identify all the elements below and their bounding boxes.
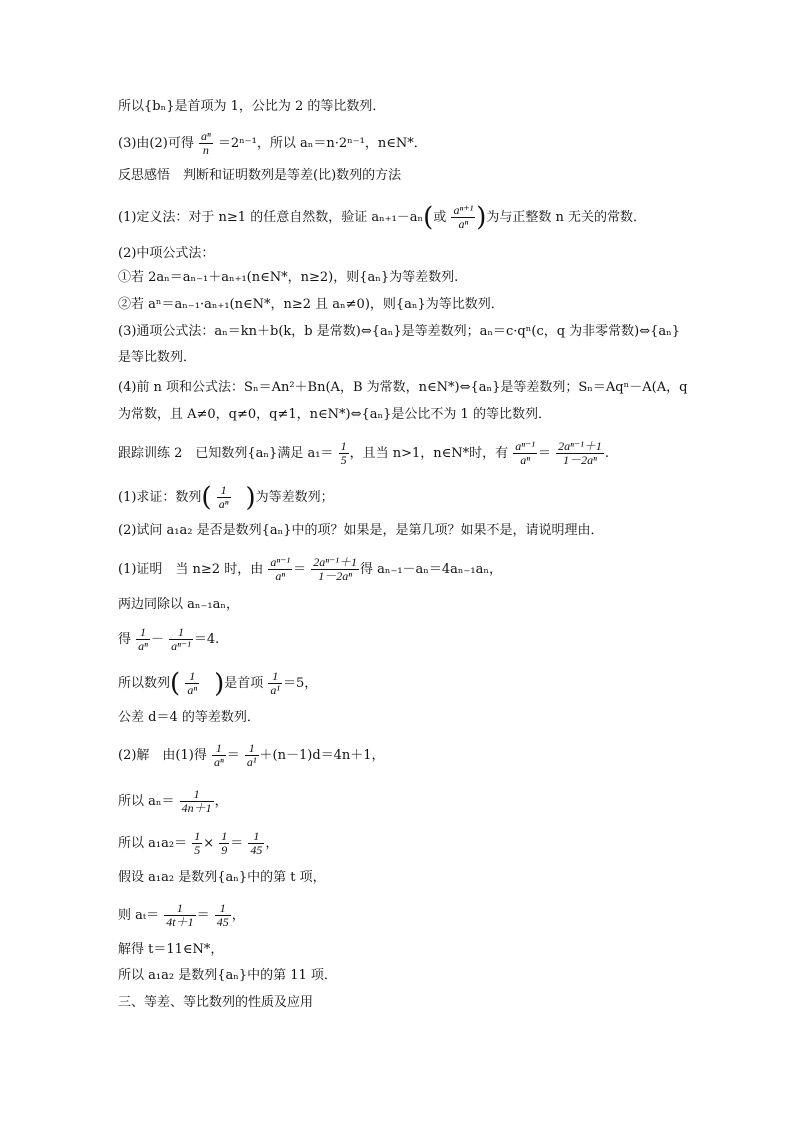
fraction-numerator: 1 bbox=[272, 669, 279, 683]
fraction-denominator: 1－2aⁿ bbox=[556, 453, 604, 467]
fraction bbox=[180, 788, 214, 815]
fraction bbox=[136, 626, 150, 653]
fraction-denominator: aⁿ bbox=[187, 683, 198, 697]
fraction-numerator: 1 bbox=[176, 901, 183, 915]
fraction bbox=[215, 902, 231, 929]
text-line bbox=[118, 788, 228, 815]
text-line: 是等比数列． bbox=[118, 350, 197, 365]
fraction-denominator: 5 bbox=[194, 843, 201, 857]
left-brace: ( bbox=[201, 482, 212, 513]
fraction-denominator: n bbox=[199, 143, 213, 157]
fraction bbox=[199, 130, 213, 157]
text-line: 两边同除以 aₙ₋₁aₙ， bbox=[118, 597, 239, 612]
fraction-denominator: 4t＋1 bbox=[166, 915, 194, 929]
text-segment: 所以 a₁a₂＝ bbox=[118, 836, 188, 851]
fraction-denominator: aⁿ bbox=[451, 217, 475, 231]
fraction-denominator: aⁿ⁻¹ bbox=[171, 639, 191, 653]
text-line: (3)通项公式法：aₙ＝kn＋b(k，b 是常数)⇔{aₙ}是等差数列；aₙ＝c·qⁿ(c，q 为非零常数)⇔{aₙ} bbox=[118, 324, 681, 339]
text-line bbox=[118, 626, 219, 653]
text-segment: ＝2ⁿ⁻¹，所以 aₙ＝n·2ⁿ⁻¹，n∈N*． bbox=[217, 136, 427, 151]
left-brace: ( bbox=[170, 668, 181, 699]
fraction bbox=[311, 556, 359, 583]
text-segment: ＝ bbox=[537, 446, 551, 461]
fraction bbox=[217, 484, 231, 511]
text-line: 为常数，且 A≠0，q≠0，q≠1，n∈N*)⇔{aₙ}是公比不为 1 的等比数列． bbox=[118, 407, 551, 422]
fraction bbox=[164, 902, 195, 929]
text-line bbox=[118, 670, 317, 697]
fraction-numerator: 1 bbox=[177, 625, 184, 639]
text-segment: ＝ bbox=[230, 836, 244, 851]
fraction bbox=[556, 440, 604, 467]
fraction bbox=[245, 742, 259, 769]
right-paren: ) bbox=[476, 202, 487, 233]
right-brace: ) bbox=[245, 482, 256, 513]
fraction-numerator: 1 bbox=[253, 829, 260, 843]
text-segment: 则 aₜ＝ bbox=[118, 908, 160, 923]
text-segment: 或 bbox=[433, 210, 447, 225]
text-line: 解得 t＝11∈N*， bbox=[118, 942, 224, 957]
fraction-numerator: 1 bbox=[220, 483, 227, 497]
text-segment: (3)由(2)可得 bbox=[118, 136, 194, 151]
text-line bbox=[118, 484, 334, 511]
text-segment: ，且当 n>1，n∈N*时，有 bbox=[349, 446, 509, 461]
fraction-numerator: 1 bbox=[194, 829, 201, 843]
fraction-numerator: aⁿ bbox=[200, 129, 211, 143]
fraction-denominator: a¹ bbox=[270, 683, 281, 697]
text-line bbox=[118, 97, 385, 117]
fraction-numerator: 1 bbox=[215, 741, 222, 755]
fraction-numerator: 1 bbox=[221, 829, 228, 843]
text-segment: (1)定义法：对于 n≥1 的任意自然数，验证 aₙ₊₁－aₙ bbox=[118, 210, 424, 225]
fraction-numerator: aⁿ⁺¹ bbox=[453, 203, 474, 217]
fraction bbox=[248, 830, 264, 857]
text-segment: 为等差数列； bbox=[255, 490, 334, 505]
fraction-denominator: 9 bbox=[221, 843, 228, 857]
fraction bbox=[192, 830, 202, 857]
text-segment: 得 bbox=[118, 632, 132, 647]
fraction-denominator: 45 bbox=[216, 915, 229, 929]
fraction bbox=[513, 440, 537, 467]
text-line: 所以 a₁a₂ 是数列{aₙ}中的第 11 项． bbox=[118, 968, 337, 983]
fraction-numerator: aⁿ⁻¹ bbox=[515, 439, 535, 453]
fraction bbox=[219, 830, 229, 857]
fraction bbox=[185, 670, 199, 697]
text-segment: 所以 aₙ＝ bbox=[118, 794, 175, 809]
text-segment: ＝4. bbox=[193, 632, 220, 647]
fraction-denominator: aⁿ bbox=[213, 755, 224, 769]
text-segment: ＝ bbox=[293, 562, 307, 577]
text-segment: ₙ}是首项为 1，公比为 2 的等比数列． bbox=[160, 99, 386, 114]
fraction-numerator: 1 bbox=[340, 439, 347, 453]
fraction-denominator: 4n＋1 bbox=[181, 801, 212, 815]
text-line: ②若 aⁿ＝aₙ₋₁·aₙ₊₁(n∈N*，n≥2 且 aₙ≠0)，则{aₙ}为等比数列． bbox=[118, 297, 504, 312]
text-segment: ， bbox=[214, 794, 228, 809]
fraction-denominator: a¹ bbox=[246, 755, 257, 769]
fraction bbox=[339, 440, 349, 467]
text-segment: ， bbox=[231, 908, 245, 923]
text-line bbox=[118, 440, 609, 467]
text-segment: ＝ bbox=[226, 748, 240, 763]
fraction bbox=[268, 670, 282, 697]
section-heading: 三、等差、等比数列的性质及应用 bbox=[118, 995, 314, 1010]
text-segment: 得 aₙ₋₁－aₙ＝4aₙ₋₁aₙ， bbox=[359, 562, 503, 577]
text-line bbox=[118, 130, 427, 157]
fraction-numerator: 2aⁿ⁻¹＋1 bbox=[313, 555, 357, 569]
text-segment: 所以数列 bbox=[118, 676, 171, 691]
text-segment: － bbox=[150, 632, 164, 647]
text-line bbox=[118, 902, 245, 929]
fraction-denominator: 5 bbox=[340, 453, 347, 467]
text-line: 假设 a₁a₂ 是数列{aₙ}中的第 t 项， bbox=[118, 870, 326, 885]
fraction-numerator: 1 bbox=[219, 901, 226, 915]
text-segment: ， bbox=[265, 836, 279, 851]
text-segment: (1)证明 当 n≥2 时，由 bbox=[118, 562, 264, 577]
fraction-numerator: 1 bbox=[193, 787, 200, 801]
fraction bbox=[268, 556, 292, 583]
fraction bbox=[169, 626, 193, 653]
text-segment: ＋(n－1)d＝4n＋1， bbox=[259, 748, 385, 763]
text-segment: . bbox=[604, 446, 609, 461]
text-line bbox=[118, 742, 385, 769]
fraction-numerator: 1 bbox=[248, 741, 255, 755]
text-line: ①若 2aₙ＝aₙ₋₁＋aₙ₊₁(n∈N*，n≥2)，则{aₙ}为等差数列. bbox=[118, 270, 459, 285]
text-segment: (2)解 由(1)得 bbox=[118, 748, 207, 763]
text-line bbox=[118, 556, 502, 583]
text-segment: ＝5， bbox=[283, 676, 318, 691]
text-segment: (1)求证：数列 bbox=[118, 490, 202, 505]
fraction-denominator: aⁿ bbox=[268, 569, 292, 583]
fraction-numerator: 2aⁿ⁻¹＋1 bbox=[558, 439, 602, 453]
fraction-numerator: aⁿ⁻¹ bbox=[270, 555, 291, 569]
text-line: (2)试问 a₁a₂ 是否是数列{aₙ}中的项？如果是，是第几项？如果不是，请说明理由． bbox=[118, 523, 604, 538]
text-line: 公差 d＝4 的等差数列． bbox=[118, 710, 260, 725]
right-brace: ) bbox=[214, 668, 225, 699]
text-segment: ＝ bbox=[196, 908, 210, 923]
fraction-denominator: 45 bbox=[250, 843, 263, 857]
fraction-denominator: 1－2aⁿ bbox=[311, 569, 359, 583]
text-line: (2)中项公式法： bbox=[118, 246, 215, 261]
text-segment: 所以{b bbox=[118, 99, 161, 114]
text-line bbox=[118, 204, 646, 231]
text-line bbox=[118, 830, 278, 857]
text-segment: 是首项 bbox=[224, 676, 264, 691]
fraction-numerator: 1 bbox=[189, 669, 196, 683]
text-line: 反思感悟 判断和证明数列是等差(比)数列的方法 bbox=[118, 168, 402, 183]
fraction bbox=[451, 204, 475, 231]
text-line: (4)前 n 项和公式法：Sₙ＝An²＋Bn(A，B 为常数，n∈N*)⇔{aₙ}是等差数列；Sₙ＝Aqⁿ－A(A，q bbox=[118, 380, 688, 395]
fraction bbox=[212, 742, 226, 769]
text-segment: 为与正整数 n 无关的常数． bbox=[486, 210, 646, 225]
fraction-denominator: aⁿ bbox=[513, 453, 537, 467]
left-paren: ( bbox=[423, 202, 434, 233]
fraction-numerator: 1 bbox=[140, 625, 147, 639]
fraction-denominator: aⁿ bbox=[218, 497, 229, 511]
text-segment: 跟踪训练 2 已知数列{aₙ}满足 a₁＝ bbox=[118, 446, 334, 461]
text-segment: × bbox=[203, 836, 215, 851]
fraction-denominator: aⁿ bbox=[138, 639, 148, 653]
